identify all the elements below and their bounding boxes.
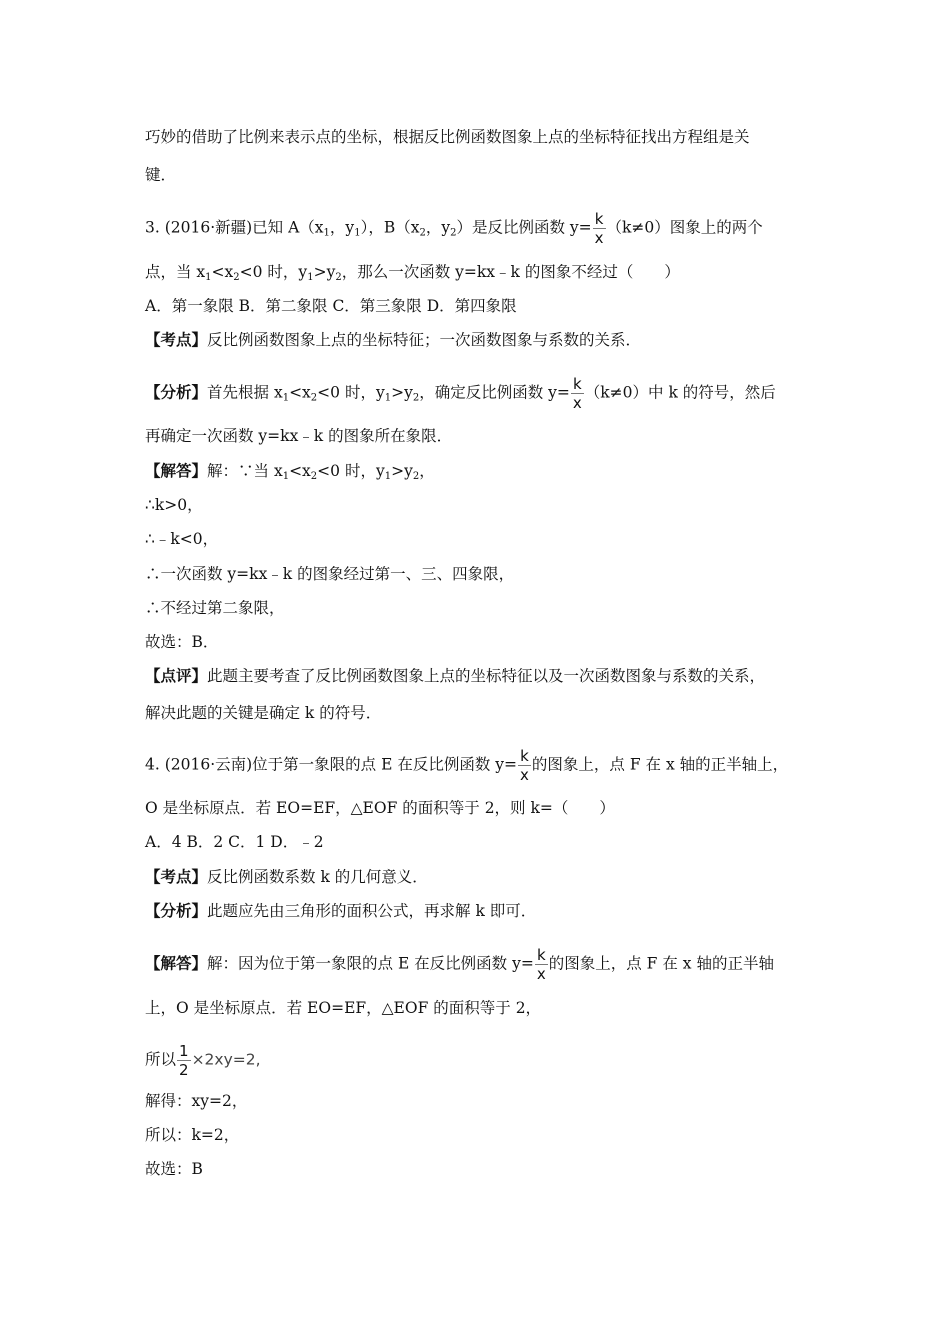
q4-equation: 所以 $\frac{1}{2}$ ×2xy=2, <box>145 1042 261 1079</box>
solution-step: ∴﹣k<0， <box>145 530 219 548</box>
solution-step: ∴k>0， <box>145 496 203 514</box>
solution-step: 解得：xy=2， <box>145 1092 248 1110</box>
fraction-k-over-x: $\frac{k}{x}$ <box>536 946 546 983</box>
question-4-options: A．4 B．2 C．1 D．﹣2 <box>145 833 324 851</box>
solution-step: ∴不经过第二象限， <box>145 599 285 617</box>
fraction-k-over-x: $\frac{k}{x}$ <box>520 747 529 784</box>
q4-fenxi: 【分析】此题应先由三角形的面积公式，再求解 k 即可． <box>145 901 537 920</box>
fraction-k-over-x: $\frac{k}{x}$ <box>572 375 582 412</box>
solution-step: 所以：k=2， <box>145 1126 240 1144</box>
question-3-stem: 3. (2016·新疆)已知 $A(x_1$，$y_1$），$B(x_2$，$y_2$）是反比例函数 y= $\frac{k}{x}$ （k≠0）图象上的两个 <box>145 210 763 247</box>
q3-dianping-cont: 解决此题的关键是确定 k 的符号． <box>145 704 382 722</box>
solution-step: 故选：B． <box>145 633 219 651</box>
fraction-one-half: $\frac{1}{2}$ <box>179 1042 189 1079</box>
question-4-stem-cont: O 是坐标原点．若 EO=EF，△EOF 的面积等于 2，则 k=（ ） <box>145 799 615 817</box>
question-3-options: A．第一象限 B．第二象限 C．第三象限 D．第四象限 <box>145 297 517 315</box>
text-line: 键． <box>145 166 177 184</box>
q3-jieda: 【解答】解：∵当 $x_1<x_2<0$ 时，$y_1>y_2$， <box>145 461 435 482</box>
solution-step: ∴一次函数 y=kx﹣k 的图象经过第一、三、四象限， <box>145 565 515 583</box>
solution-step: 故选：B <box>145 1160 203 1178</box>
q3-fenxi: 【分析】首先根据 $x_1<x_2<0$ 时，$y_1>y_2$，确定反比例函数 y= $\frac{k}{x}$ （k≠0）中 k 的符号，然后 <box>145 375 776 412</box>
question-3-stem-cont: 点，当 $x_1<x_2<0$ 时，$y_1>y_2$，那么一次函数 y=kx﹣k 的图象不经过（ ） <box>145 263 680 283</box>
q3-kaodian: 【考点】反比例函数图象上点的坐标特征；一次函数图象与系数的关系． <box>145 330 642 349</box>
q4-jieda-cont: 上，O 是坐标原点．若 EO=EF，△EOF 的面积等于 2， <box>145 999 542 1017</box>
q3-dianping: 【点评】此题主要考查了反比例函数图象上点的坐标特征以及一次函数图象与系数的关系， <box>145 666 766 685</box>
q3-fenxi-cont: 再确定一次函数 y=kx﹣k 的图象所在象限． <box>145 427 453 445</box>
question-4-stem: 4. (2016·云南)位于第一象限的点 E 在反比例函数 y= $\frac{k}{x}$ 的图象上，点 F 在 x 轴的正半轴上， <box>145 747 789 784</box>
q4-kaodian: 【考点】反比例函数系数 k 的几何意义． <box>145 867 428 886</box>
q4-jieda: 【解答】解：因为位于第一象限的点 E 在反比例函数 y= $\frac{k}{x}$ 的图象上，点 F 在 x 轴的正半轴 <box>145 946 774 983</box>
text-line: 巧妙的借助了比例来表示点的坐标，根据反比例函数图象上点的坐标特征找出方程组是关 <box>145 128 750 146</box>
fraction-k-over-x: $\frac{k}{x}$ <box>594 210 604 247</box>
